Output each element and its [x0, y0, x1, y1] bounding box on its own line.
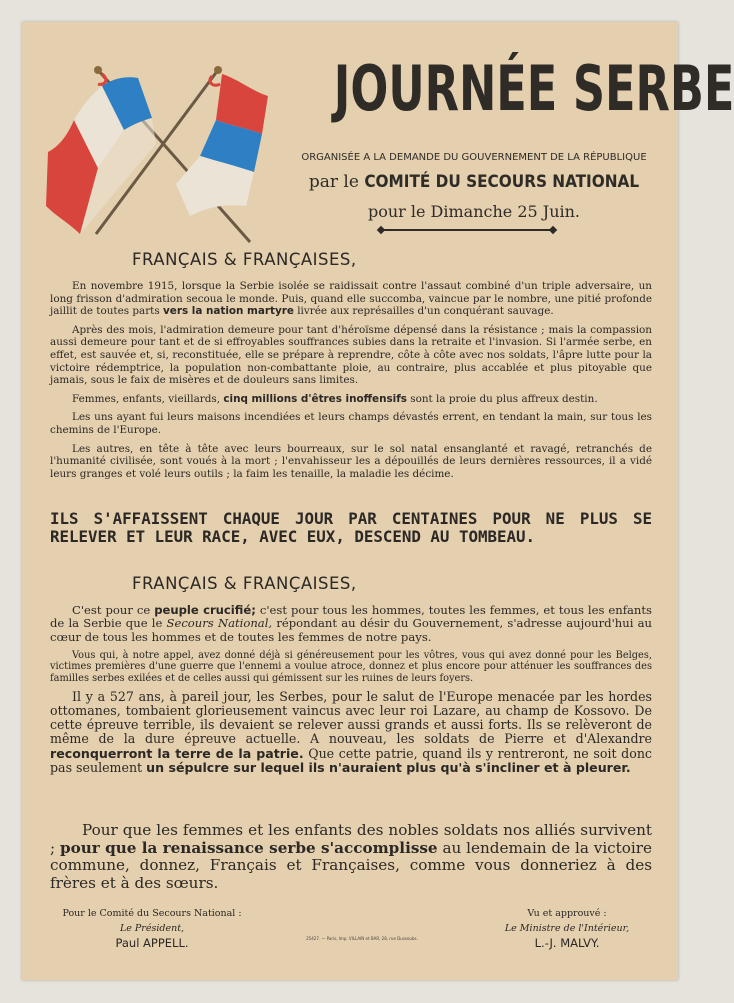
signature-title: Le Ministre de l'Intérieur, — [504, 923, 630, 934]
closing-paragraph — [50, 822, 652, 892]
paragraph: Les autres, en tête à tête avec leurs bourreaux, sur le sol natal ensanglanté et ravagé, retranchés de l'humanité civilisée, sont voués à la mort ; l'envahisseur les a dépouillés de leurs dernières ressources, il a vidé leurs granges et volé leurs outils ; la faim les tenaille, la maladie les décime. — [50, 442, 652, 480]
signature-right — [472, 906, 662, 951]
poster — [22, 22, 734, 980]
paragraph: Vous qui, à notre appel, avez donné déjà si généreusement pour les vôtres, vous qui avez donné pour les Belges, victimes premières d'une guerre que l'ennemi a voulue atroce, donnez et plus encore pour atténuer les souffrances des familles serbes exilées et de celles aussi qui gémissent sur les ruines de leurs foyers. — [50, 650, 652, 684]
paragraph: Après des mois, l'admiration demeure pour tant d'héroïsme dépensé dans la résistance ; mais la compassion aussi demeure pour tant et de si effroyables souffrances subies dans la retraite et l'invasion. Si l'armée serbe, en effet, est sauvée et, si, reconstituée, elle se prépare à reprendre, côte à côte avec nos soldats, l'âpre lutte pour la victoire rédemptrice, la population non-combattante ploie, au contraire, plus accablée et plus pitoyable que jamais, sous le faix de misères et de douleurs sans limites. — [50, 323, 652, 387]
organisation-line: ORGANISÉE A LA DEMANDE DU GOUVERNEMENT DE LA RÉPUBLIQUE — [301, 152, 647, 163]
french-flag-icon — [46, 66, 156, 234]
paragraph: Les uns ayant fui leurs maisons incendiées et leurs champs dévastés errent, en tendant la main, sur tous les chemins de l'Europe. — [50, 411, 652, 436]
emphasis-text: vers la nation martyre — [163, 305, 294, 318]
emphasis-text: pour que la renaissance serbe s'accomplisse — [59, 838, 438, 857]
crossed-flags-illustration — [40, 56, 280, 246]
signature-title: Le Président, — [119, 923, 185, 934]
emphasis-text: peuple crucifié; — [154, 603, 256, 617]
signature-line: Pour le Comité du Secours National : — [62, 908, 242, 919]
paragraph — [50, 393, 652, 406]
text-run: En novembre 1915, lorsque la Serbie isolée se raidissait contre l'assaut combiné d'un triple adversaire, un long frisson d'admiration secoua le monde. Puis, quand elle succomba, vaincue par le nombre, une pitié profonde jaillit de toutes parts — [50, 280, 652, 318]
text-run: Que cette patrie, quand ils y rentreront, ne soit donc pas seulement — [50, 745, 652, 775]
section-2 — [50, 604, 652, 781]
text-run: Il y a 527 ans, à pareil jour, les Serbes, pour le salut de l'Europe menacée par les hordes ottomanes, tombaient glorieusement vaincus avec leur roi Lazare, au champ de Kossovo. De cette épreuve terrible, ils devaient se relever aussi grands et aussi forts. Ils se relèveront de même de la dure épreuve actuelle. A nouveau, les soldats de Pierre et d'Alexandre — [50, 688, 652, 747]
ornamental-rule — [382, 229, 552, 231]
text-run: sont la proie du plus affreux destin. — [410, 392, 598, 405]
italic-text: Secours National, — [166, 616, 273, 631]
section-1 — [50, 280, 652, 486]
comite-prefix: par le — [308, 172, 359, 192]
heading-francais-2: FRANÇAIS & FRANÇAISES, — [132, 574, 357, 593]
text-run: c'est pour tous les hommes, toutes les femmes, et tous les enfants de la Serbie que le — [50, 603, 652, 631]
comite-name: COMITÉ DU SECOURS NATIONAL — [364, 172, 640, 192]
signature-left — [52, 906, 252, 951]
emphasis-text: cinq millions d'êtres inoffensifs — [223, 392, 407, 405]
shout-text: ILS S'AFFAISSENT CHAQUE JOUR PAR CENTAINES POUR NE PLUS SE RELEVER ET LEUR RACE, AVEC EUX, DESCEND AU TOMBEAU. — [50, 509, 652, 546]
emphasis-text: un sépulcre sur lequel ils n'auraient plus qu'à s'incliner et à pleurer. — [146, 759, 631, 775]
heading-francais-1: FRANÇAIS & FRANÇAISES, — [132, 250, 357, 269]
date-line: pour le Dimanche 25 Juin. — [367, 202, 581, 221]
signatory-name: Paul APPELL. — [115, 936, 189, 950]
text-run: livrée aux représailles d'un conquérant sauvage. — [297, 305, 554, 318]
signatory-name: L.-J. MALVY. — [534, 936, 600, 950]
text-run: C'est pour ce — [72, 603, 151, 617]
poster-title: JOURNÉE SERBE — [333, 52, 734, 125]
emphasis-text: reconquerront la terre de la patrie. — [50, 745, 304, 761]
text-run: Femmes, enfants, vieillards, — [72, 392, 221, 405]
text-run: au lendemain de la victoire commune, donnez, Français et Françaises, comme vous donneriez à des frères et à des sœurs. — [50, 838, 653, 892]
printer-imprint: 25427. — Paris, Imp. VILLAIN et BAR, 28, rue Dussoubs. — [306, 936, 418, 941]
text-run: Pour que les femmes et les enfants des nobles soldats nos alliés survivent ; — [50, 821, 652, 857]
paragraph — [50, 280, 652, 318]
comite-line — [284, 172, 664, 192]
serbian-flag-icon — [176, 66, 268, 216]
text-run: répondant au désir du Gouvernement, s'adresse aujourd'hui au cœur de tous les hommes et de toutes les femmes de notre pays. — [50, 616, 653, 644]
paragraph — [50, 604, 652, 644]
signature-line: Vu et approuvé : — [527, 908, 607, 919]
paragraph — [50, 690, 652, 775]
